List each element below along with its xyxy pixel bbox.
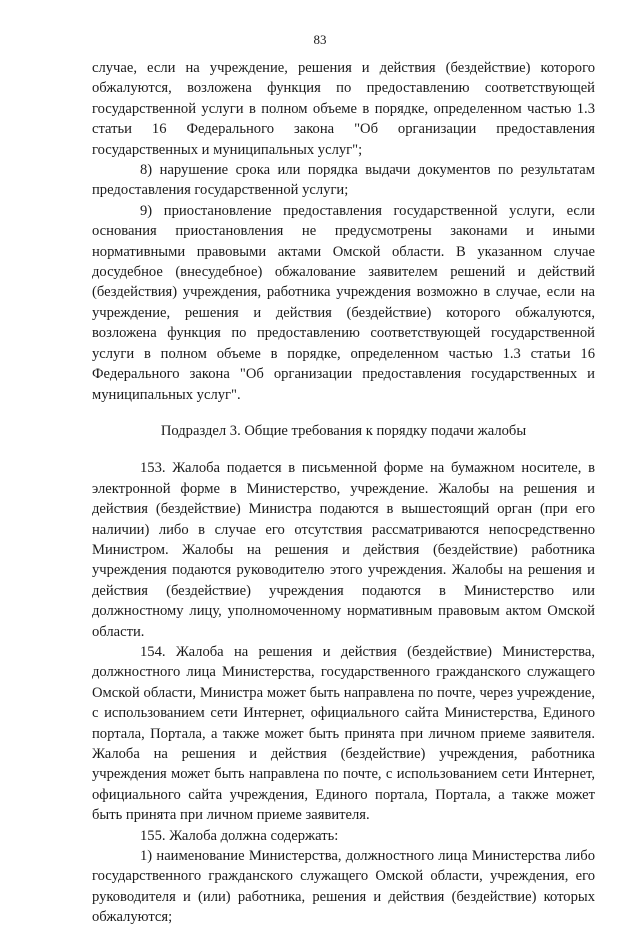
paragraph-continuation: случае, если на учреждение, решения и действия (бездействие) которого обжалуются, возложена функция по предоставлению соответствующей государственной услуги в полном объеме в порядке, определенном частью 1.3 статьи 16 Федерального закона "Об организации предоставления государственных и муниципальных услуг";: [92, 60, 595, 158]
paragraph-155: 155. Жалоба должна содержать:: [140, 827, 339, 844]
document-body: [92, 58, 595, 928]
paragraph-item-9: 9) приостановление предоставления государственной услуги, если основания приостановления не предусмотрены законами и иными нормативными правовыми актами Омской области. В указанном случае досудебное (внесудебное) обжалование заявителем решений и действий (бездействия) учреждения, работника учреждения возможно в случае, если на учреждение, решения и действия (бездействие) которого обжалуются, возложена функция по предоставлению соответствующей государственной услуги в полном объеме в порядке, определенном частью 1.3 статьи 16 Федерального закона "Об организации предоставления государственных и муниципальных услуг".: [92, 202, 595, 403]
paragraph-153: 153. Жалоба подается в письменной форме на бумажном носителе, в электронной форме в Министерство, учреждение. Жалобы на решения и действия (бездействие) Министра подаются в вышестоящий орган (при его наличии) либо в случае его отсутствия рассматриваются непосредственно Министром. Жалобы на решения и действия (бездействие) работника учреждения подаются руководителю этого учреждения. Жалобы на решения и действия (бездействие) учреждения подаются в Министерство или должностному лицу, уполномоченному нормативным правовым актом Омской области.: [92, 460, 595, 640]
page-number: 83: [313, 32, 327, 47]
section-heading: Подраздел 3. Общие требования к порядку подачи жалобы: [160, 422, 527, 439]
paragraph-154: 154. Жалоба на решения и действия (бездействие) Министерства, должностного лица Министерства, государственного гражданского служащего Омской области, Министра может быть направлена по почте, через учреждение, с использованием сети Интернет, официального сайта Министерства, Единого портала, Портала, а также может быть принята при личном приеме заявителя. Жалоба на решения и действия (бездействие) учреждения, работника учреждения может быть направлена по почте, с использованием сети Интернет, официального сайта учреждения, Единого портала, Портала, а также может быть принята при личном приеме заявителя.: [92, 643, 595, 824]
paragraph-155-item-1: 1) наименование Министерства, должностного лица Министерства либо государственного гражданского служащего Омской области, учреждения, его руководителя и (или) работника, решения и действия (бездействие) которых обжалуются;: [92, 848, 595, 926]
paragraph-item-8: 8) нарушение срока или порядка выдачи документов по результатам предоставления государственной услуги;: [92, 162, 595, 199]
